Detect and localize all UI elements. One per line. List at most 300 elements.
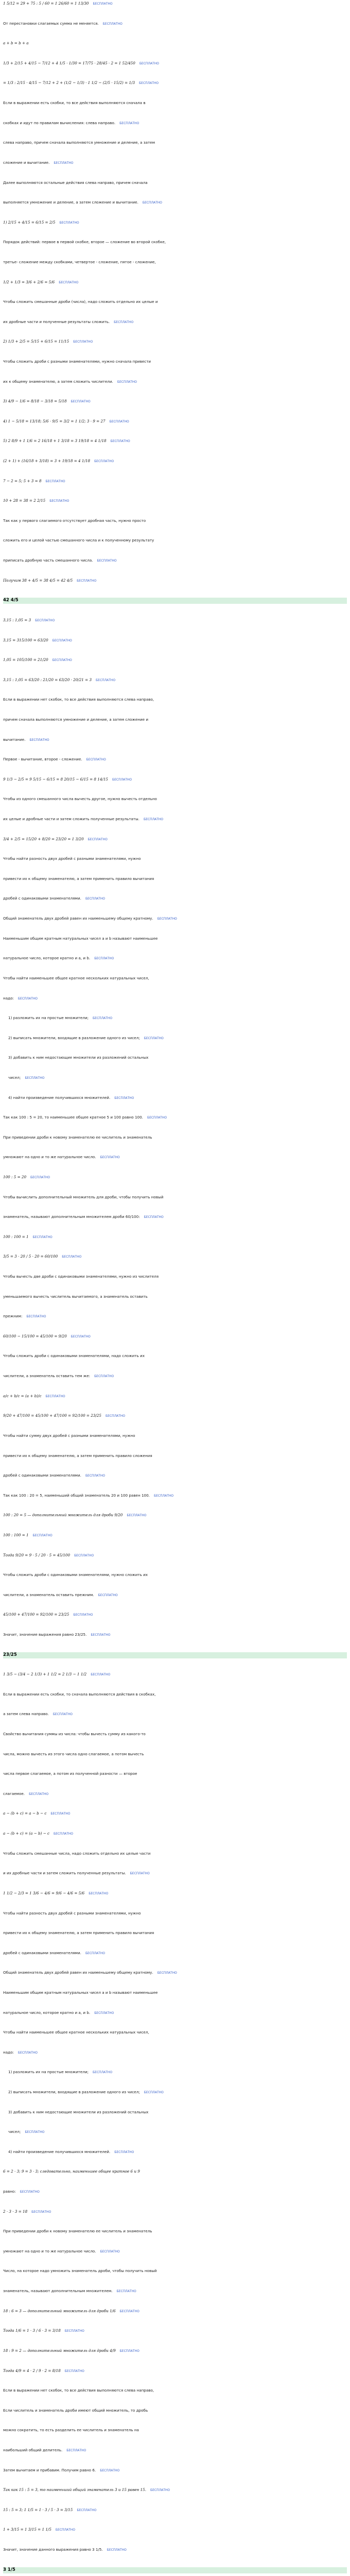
text-line [3,1353,347,1359]
line-text: Общий знаменатель двух дробей равен их наименьшему общему кратному. [3,916,153,921]
line-text: Получим 38 + 4/5 = 38 4/5 = 42 4/5 [3,578,73,583]
line-text: Тогда 1/6 = 1 · 3 / 6 · 3 = 3/18 [3,2328,61,2333]
watermark-label: БЕСПЛАТНО [147,1116,167,1120]
text-line [3,1572,347,1578]
line-text: 60/100 − 15/100 = 45/100 = 9/20 [3,1333,67,1338]
line-text: 1) разложить их на простые множители; [8,1015,89,1021]
line-text: a − (b + c) = a − b − c [3,1811,47,1816]
watermark-label: БЕСПЛАТНО [29,1792,49,1796]
line-text: 9/20 + 47/100 = 45/100 + 47/100 = 92/100 = 23/25 [3,1413,101,1418]
line-text: 3) 4/9 − 1/6 = 8/18 − 3/18 = 5/18 [3,399,67,404]
line-text: Порядок действий: первое в первой скобке, второе — сложение во второй скобке, [3,240,166,245]
list-item [3,2070,347,2075]
text-line [3,1592,347,1598]
math-line [3,578,347,583]
line-text: 1 3/5 − (3/4 − 2 1/3) + 1 1/2 = 2 1/3 − 1 1/2 [3,1672,87,1677]
text-line [3,2448,347,2453]
watermark-label: БЕСПЛАТНО [59,221,79,225]
line-text: 9 1/3 − 2/5 = 9 5/15 − 6/15 = 8 20/15 − 6/15 = 8 14/15 [3,776,108,782]
line-text: Чтобы вычесть две дроби с одинаковыми знаменателями, нужно из числителя [3,1274,159,1279]
line-text: (2 + 1) + (16/18 + 3/18) = 3 + 19/18 = 4 1/18 [3,459,91,463]
watermark-label: БЕСПЛАТНО [96,678,116,682]
line-text: Число, на которое надо умножить знаменатель дроби, чтобы получить новый [3,2268,157,2274]
text-line [3,1214,347,1219]
line-text: 100 : 100 = 1 [3,1532,29,1537]
watermark-label: БЕСПЛАТНО [66,2448,86,2452]
math-line [3,479,347,484]
line-text: равно: [3,2189,16,2194]
watermark-label: БЕСПЛАТНО [89,1891,109,1895]
math-line [3,1553,347,1558]
math-line [3,2527,347,2532]
text-line [3,140,347,145]
line-text: умножают на одно и то же натуральное число. [3,1155,96,1160]
text-line [3,1115,347,1120]
watermark-label: БЕСПЛАТНО [117,380,137,384]
math-line [3,2487,347,2493]
line-text: 3,15 : 1,05 = 3 [3,617,31,622]
text-line [3,856,347,861]
line-text: дробей с одинаковыми знаменателями. [3,1950,81,1955]
text-line [3,1752,347,1757]
watermark-label: БЕСПЛАТНО [18,2050,38,2055]
line-text: 2 · 3 · 3 = 18 [3,2209,28,2214]
math-line [3,419,347,424]
watermark-label: БЕСПЛАТНО [114,2150,134,2154]
line-text: Так как у первого слагаемого отсутствует дробная часть, нужно просто [3,518,146,523]
list-item [3,2110,347,2115]
line-text: надо: [3,2049,14,2055]
math-line [3,2507,347,2513]
text-line [3,1871,347,1876]
text-line [3,1314,347,1319]
line-text: 1 5/12 = 29 + 75 : 5 / 60 = 1 26/60 = 1 13/30 [3,1,89,6]
watermark-label: БЕСПЛАТНО [157,917,177,921]
line-text: Затем вычитаем и прибавим. Получим равно 6. [3,2467,96,2472]
math-line [3,339,347,344]
line-text: наибольший общий делитель. [3,2447,63,2452]
line-text: 4) 1 − 5/18 = 13/18; 5/6 · 9/5 = 3/2 = 1 1/2; 3 · 9 = 27 [3,418,106,423]
math-line [3,2209,347,2214]
line-text: 3) добавить к ним недостающие множители из разложений остальных [8,2109,149,2114]
math-line [3,638,347,643]
text-line [3,936,347,941]
line-text: Значит, значение выражения равно 23/25. [3,1632,87,1637]
watermark-label: БЕСПЛАТНО [49,499,69,503]
watermark-label: БЕСПЛАТНО [130,1872,150,1876]
text-line [3,1135,347,1140]
line-text: 3/5 = 3 · 20 / 5 · 20 = 60/100 [3,1254,58,1259]
math-line [3,1811,347,1816]
line-text: Чтобы найти наименьшее общее кратное нескольких натуральных чисел, [3,975,149,980]
text-line [3,956,347,961]
line-text: числа, можно вычесть из этого числа одно слагаемое, а потом вычесть [3,1751,144,1756]
watermark-label: БЕСПЛАТНО [59,280,79,284]
text-line [3,240,347,245]
line-text: 3,15 : 1,05 = 63/20 : 21/20 = 63/20 · 20/21 = 3 [3,677,92,682]
text-line [3,717,347,722]
watermark-label: БЕСПЛАТНО [55,2528,76,2532]
math-line [3,1533,347,1538]
watermark-label: БЕСПЛАТНО [102,22,122,26]
line-text: числа первое слагаемое, а потом из полученной разности — второе [3,1771,137,1776]
line-text: их дробные части и полученные результаты сложить. [3,319,110,324]
math-line [3,80,347,86]
watermark-label: БЕСПЛАТНО [94,460,114,463]
text-line [3,1990,347,1995]
line-text: их к общему знаменателю, а затем сложить числители. [3,379,113,384]
line-text: 1) разложить их на простые множители; [8,2070,89,2075]
text-line [3,1911,347,1916]
text-line [3,757,347,762]
line-text: сложить его и целой частью смешанного числа и к полученному результату [3,538,154,543]
text-line [3,299,347,304]
line-text: От перестановки слагаемых сумма не меняется. [3,21,99,26]
line-text: Чтобы сложить смешанные дроби (числа), надо сложить отдельно их целые и [3,299,158,304]
watermark-label: БЕСПЛАТНО [52,1713,73,1717]
answer-line [3,2567,347,2573]
watermark-label: БЕСПЛАТНО [71,1334,91,1338]
watermark-label: БЕСПЛАТНО [54,1832,74,1836]
watermark-label: БЕСПЛАТНО [73,1613,93,1617]
line-text: 42 4/5 [3,598,19,603]
watermark-label: БЕСПЛАТНО [94,1375,114,1378]
line-text: 1 + 3/15 = 1 3/15 = 1 1/5 [3,2527,51,2532]
text-line [3,1294,347,1299]
math-line [3,41,347,46]
math-line [3,438,347,444]
watermark-label: БЕСПЛАТНО [31,2210,51,2214]
text-line [3,2547,347,2552]
watermark-label: БЕСПЛАТНО [100,2468,120,2472]
text-line [3,1473,347,1478]
text-line [3,1453,347,1459]
math-line [3,1413,347,1418]
line-text: сложение и вычитание. [3,160,50,165]
text-line [3,100,347,106]
line-text: 4) найти произведение получившихся множителей. [8,1095,111,1100]
line-text: Наименьшим общим кратным натуральных чисел a и b называют наименьшее [3,936,158,941]
line-text: 3) добавить к ним недостающие множители из разложений остальных [8,1055,149,1060]
line-text: Так как 100 : 20 = 5, наименьший общий знаменатель 20 и 100 равен 100. [3,1493,150,1498]
text-line [3,200,347,205]
watermark-label: БЕСПЛАТНО [119,2309,139,2313]
line-text: Чтобы сложить дроби с одинаковыми знаменателями, нужно сложить их [3,1572,148,1578]
text-line [3,1692,347,1697]
text-line [3,379,347,384]
math-line [3,1831,347,1836]
line-text: 45/100 + 47/100 = 92/100 = 23/25 [3,1612,69,1617]
text-line [3,319,347,325]
line-text: Чтобы вычислить дополнительный множитель для дроби, чтобы получить новый [3,1194,164,1199]
math-line [3,677,347,683]
math-line [3,618,347,623]
line-text: a + b = b + a [3,41,29,46]
math-line [3,1175,347,1180]
line-text: слева направо, причем сначала выполняются умножение и деление, а затем [3,140,155,145]
line-text: Так как 100 : 5 = 20, то наименьшее общее кратное 5 и 100 равно 100. [3,1115,143,1120]
text-line [3,2030,347,2035]
line-text: 1) 2/15 + 4/15 = 6/15 = 2/5 [3,219,56,225]
text-line [3,2189,347,2194]
text-line [3,2268,347,2274]
line-text: 1,05 = 105/100 = 21/20 [3,657,48,663]
line-text: Если в выражении есть скобки, то все действия выполняются сначала в [3,100,146,105]
watermark-label: БЕСПЛАТНО [93,1016,113,1021]
line-text: надо: [3,995,14,1001]
text-line [3,916,347,921]
text-line [3,1374,347,1379]
watermark-label: БЕСПЛАТНО [73,340,93,344]
text-line [3,876,347,882]
text-line [3,1195,347,1200]
line-text: чисел; [8,2129,21,2134]
line-text: 1/2 + 1/3 = 3/6 + 2/6 = 5/6 [3,279,55,284]
line-text: знаменатель, называют дополнительным множителем. [3,2289,113,2294]
text-line [3,976,347,981]
watermark-label: БЕСПЛАТНО [119,121,139,125]
math-line [3,1254,347,1259]
text-line [3,2010,347,2015]
line-text: прежним: [3,1314,23,1319]
text-line [3,538,347,543]
text-line [3,121,347,126]
line-text: 7 − 2 = 5; 5 + 3 = 8 [3,478,42,483]
watermark-label: БЕСПЛАТНО [26,1315,46,1319]
text-line [3,737,347,742]
line-text: дробей с одинаковыми знаменателями. [3,1473,81,1478]
text-line [3,817,347,822]
watermark-label: БЕСПЛАТНО [93,2071,113,2075]
line-text: 2) 1/3 + 2/5 = 5/15 + 6/15 = 11/15 [3,339,69,344]
watermark-label: БЕСПЛАТНО [87,837,108,841]
watermark-label: БЕСПЛАТНО [64,2329,84,2333]
list-item [3,1075,347,1080]
line-text: уменьшаемого вычесть числитель вычитаемого, а знаменатель оставить [3,1294,148,1299]
watermark-label: БЕСПЛАТНО [50,1812,71,1816]
watermark-label: БЕСПЛАТНО [119,2349,139,2353]
text-line [3,796,347,802]
line-text: 23/25 [3,1652,17,1657]
watermark-label: БЕСПЛАТНО [105,1414,126,1418]
line-text: а затем слева направо. [3,1711,49,1717]
watermark-label: БЕСПЛАТНО [114,320,134,324]
list-item [3,2090,347,2095]
line-text: Чтобы найти сумму двух дробей с разными знаменателями, нужно [3,1433,135,1438]
watermark-label: БЕСПЛАТНО [94,2011,114,2015]
watermark-label: БЕСПЛАТНО [64,2369,84,2373]
watermark-label: БЕСПЛАТНО [86,758,106,762]
answer-line [3,1652,347,1658]
math-line [3,657,347,663]
watermark-label: БЕСПЛАТНО [29,738,49,742]
math-line [3,399,347,404]
line-text: дробей с одинаковыми знаменателями. [3,896,81,901]
line-text: Чтобы найти разность двух дробей с разными знаменателями, нужно [3,856,141,861]
text-line [3,2468,347,2473]
text-line [3,558,347,563]
line-text: Чтобы сложить смешанные числа, надо сложить отдельно их целые части [3,1851,151,1856]
math-line [3,2169,347,2174]
line-text: третье- сложение между скобками, четвертое - сложение, пятое - сложение, [3,259,156,264]
text-line [3,1632,347,1637]
line-text: Наименьшим общим кратным натуральных чисел a и b называют наименьшее [3,1990,158,1995]
math-line [3,2328,347,2333]
text-line [3,359,347,364]
watermark-label: БЕСПЛАТНО [157,1971,177,1975]
watermark-label: БЕСПЛАТНО [45,1394,65,1398]
watermark-label: БЕСПЛАТНО [153,1494,174,1498]
line-text: числители, а знаменатель оставить прежним. [3,1592,94,1597]
watermark-label: БЕСПЛАТНО [32,1235,52,1239]
text-line [3,518,347,523]
list-item [3,1036,347,1041]
watermark-label: БЕСПЛАТНО [62,1255,82,1259]
watermark-label: БЕСПЛАТНО [25,2130,45,2134]
watermark-label: БЕСПЛАТНО [25,1076,45,1080]
text-line [3,2289,347,2294]
math-line [3,1234,347,1240]
list-item [3,1015,347,1021]
list-item [3,1055,347,1060]
line-text: 1/3 + 2/15 + 4/15 − 7/12 + 4 1/5 · 1/30 = 17/75 · 28/45 · 2 = 1 52/450 [3,60,135,65]
watermark-label: БЕСПЛАТНО [71,400,91,404]
watermark-label: БЕСПЛАТНО [144,1215,164,1219]
watermark-label: БЕСПЛАТНО [77,2508,97,2512]
math-line [3,498,347,503]
watermark-label: БЕСПЛАТНО [35,618,55,622]
line-text: 100 : 100 = 1 [3,1234,29,1239]
watermark-label: БЕСПЛАТНО [85,1951,106,1955]
line-text: слагаемое. [3,1791,25,1796]
line-text: Чтобы сложить дроби с одинаковыми знаменателями, надо сложить их [3,1353,145,1359]
line-text: 10 + 28 = 38 = 2 2/15 [3,498,46,503]
math-line [3,837,347,842]
line-text: чисел; [8,1075,21,1080]
answer-line [3,598,347,604]
line-text: Свойство вычитания суммы из числа: чтобы вычесть сумму из какого-то [3,1732,146,1736]
watermark-label: БЕСПЛАТНО [109,419,129,423]
watermark-label: БЕСПЛАТНО [30,1175,50,1179]
watermark-label: БЕСПЛАТНО [91,1633,111,1637]
line-text: Далее выполняются остальные действия слева направо, причем сначала [3,180,148,185]
line-text: приписать дробную часть смешанного числа. [3,558,93,563]
line-text: привести их к общему знаменателю, а затем применить правило вычитания [3,876,154,881]
watermark-label: БЕСПЛАТНО [77,579,97,583]
line-text: натуральное число, которое кратно и a, и b. [3,2010,91,2015]
watermark-label: БЕСПЛАТНО [110,439,130,444]
watermark-label: БЕСПЛАТНО [52,658,72,663]
watermark-label: БЕСПЛАТНО [107,2548,127,2552]
text-line [3,21,347,26]
text-line [3,2388,347,2393]
text-line [3,2249,347,2254]
line-text: 2) выписать множители, входящие в разложение одного из чисел; [8,1035,140,1040]
watermark-label: БЕСПЛАТНО [150,2488,170,2493]
line-text: причем сначала выполняются умножение и деление, а затем сложение и [3,717,149,722]
watermark-label: БЕСПЛАТНО [144,2091,164,2094]
line-text: 5) 2 8/9 + 1 1/6 = 2 16/18 + 1 3/18 = 3 19/18 = 4 1/18 [3,438,107,444]
text-line [3,1732,347,1737]
watermark-label: БЕСПЛАТНО [139,81,159,86]
text-line [3,1791,347,1797]
watermark-label: БЕСПЛАТНО [112,777,132,782]
watermark-label: БЕСПЛАТНО [143,818,164,821]
line-text: 18 : 6 = 3 — дополнительный множитель для дроби 1/6 [3,2308,116,2313]
line-text: 100 : 20 = 5 — дополнительный множитель для дроби 9/20 [3,1513,123,1518]
text-line [3,180,347,185]
text-line [3,2229,347,2234]
line-text: Общий знаменатель двух дробей равен их наименьшему общему кратному. [3,1970,153,1975]
line-text: 3/4 + 2/5 = 15/20 + 8/20 = 23/20 = 1 3/20 [3,836,84,841]
math-line [3,777,347,782]
watermark-label: БЕСПЛАТНО [74,1553,94,1557]
line-text: 2) выписать множители, входящие в разложение одного из чисел; [8,2090,140,2094]
watermark-label: БЕСПЛАТНО [116,2290,136,2294]
watermark-label: БЕСПЛАТНО [18,996,38,1001]
line-text: умножают на одно и то же натуральное число. [3,2248,96,2253]
text-line [3,160,347,165]
line-text: a/c + b/c = (a + b)/c [3,1393,42,1398]
line-text: Если в выражении нет скобок, то все действия выполняются слева направо, [3,697,154,702]
text-line [3,2408,347,2413]
text-line [3,1930,347,1936]
line-text: знаменатель, называют дополнительным множителем дроби 60/100: [3,1214,140,1219]
line-text: вычитание. [3,737,26,742]
line-text: При приведении дроби к новому знаменателю ее числитель и знаменатель [3,2229,152,2234]
line-text: 15 : 5 = 3; 1 1/5 = 1 · 3 / 5 · 3 = 3/15 [3,2507,73,2512]
line-text: 18 : 9 = 2 — дополнительный множитель для дроби 4/9 [3,2348,116,2353]
line-text: При приведении дроби к новому знаменателю ее числитель и знаменатель [3,1134,152,1140]
watermark-label: БЕСПЛАТНО [32,1533,52,1537]
math-line [3,2309,347,2314]
watermark-label: БЕСПЛАТНО [52,638,72,642]
line-text: Чтобы найти разность двух дробей с разными знаменателями, нужно [3,1910,141,1916]
math-line [3,1891,347,1896]
line-text: 100 : 5 = 20 [3,1174,27,1179]
text-line [3,1274,347,1279]
line-text: Первое - вычитание, второе - сложение. [3,757,82,762]
line-text: 3,15 = 315/100 = 63/20 [3,637,48,642]
line-text: можно сократить, то есть разделить ее числитель и знаменатель на [3,2428,139,2433]
text-line [3,1851,347,1856]
math-line [3,1394,347,1399]
text-line [3,1951,347,1956]
line-text: 1 1/2 − 2/3 = 1 3/6 − 4/6 = 9/6 − 4/6 = 5/6 [3,1890,85,1895]
watermark-label: БЕСПЛАТНО [93,2,113,6]
line-text: Чтобы сложить дроби с разными знаменателями, нужно сначала привести [3,359,151,364]
math-line [3,1,347,6]
line-text: Если числитель и знаменатель дроби имеют общий множитель, то дробь [3,2408,148,2413]
line-text: Так как 15 : 5 = 3, то наименьший общий знаменатель 3 и 15 равен 15. [3,2487,146,2493]
line-text: 3 1/5 [3,2567,15,2572]
line-text: Если в выражении нет скобок, то все действия выполняются слева направо, [3,2388,154,2393]
list-item [3,2129,347,2134]
text-line [3,2428,347,2433]
list-item [3,2149,347,2155]
text-line [3,1771,347,1776]
watermark-label: БЕСПЛАТНО [91,1673,111,1677]
watermark-label: БЕСПЛАТНО [94,957,114,961]
line-text: привести их к общему знаменателю, а затем применить правило вычитания [3,1930,154,1936]
line-text: привести их к общему знаменателю, а затем применить правило сложения [3,1453,152,1458]
math-line [3,459,347,464]
line-text: Чтобы найти наименьшее общее кратное нескольких натуральных чисел, [3,2030,149,2035]
line-text: натуральное число, которое кратно и a, и b. [3,956,91,961]
watermark-label: БЕСПЛАТНО [144,1036,164,1040]
watermark-label: БЕСПЛАТНО [100,1156,120,1160]
watermark-label: БЕСПЛАТНО [54,161,74,165]
